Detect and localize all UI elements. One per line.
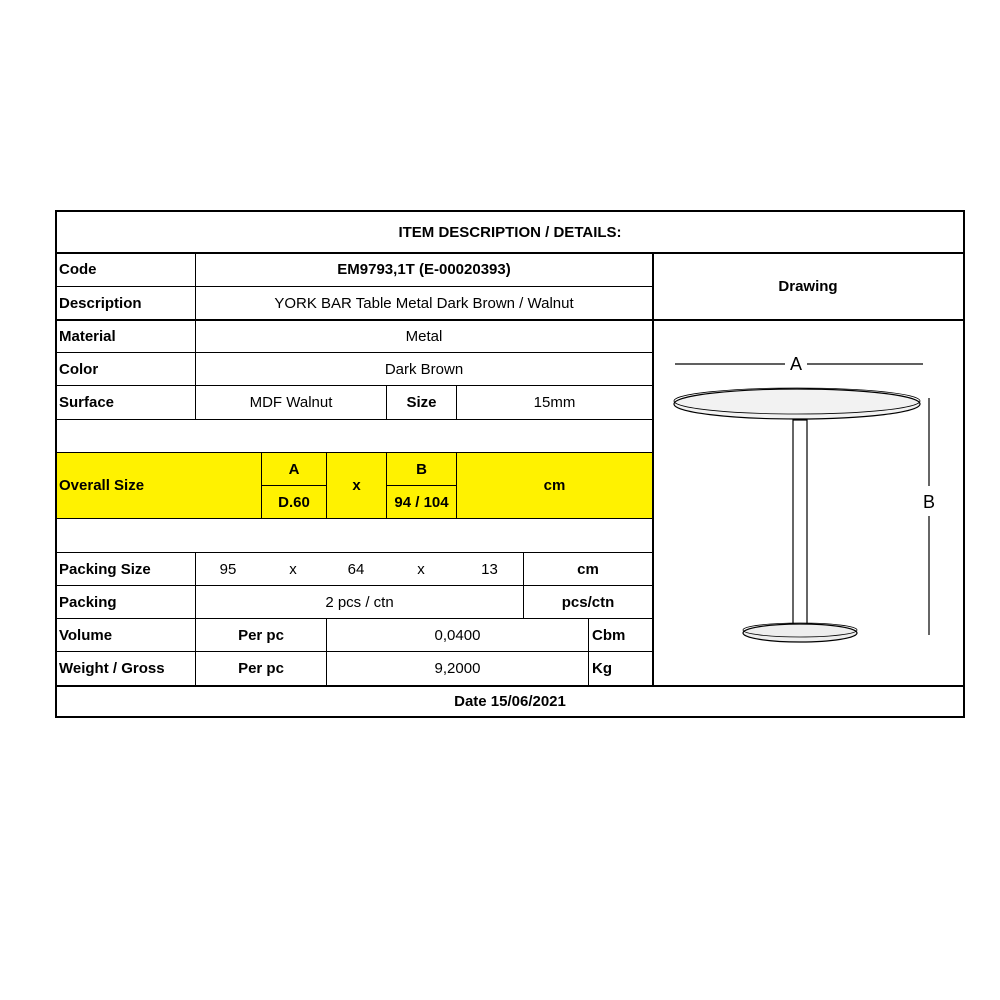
packing-size-d1: 95 bbox=[219, 560, 237, 578]
volume-unit: Cbm bbox=[592, 626, 626, 644]
code-label: Code bbox=[59, 261, 97, 278]
packing-size-x1: x bbox=[289, 560, 297, 578]
surface-label: Surface bbox=[59, 394, 115, 411]
drawing-label: Drawing bbox=[778, 277, 838, 295]
table-base bbox=[743, 624, 857, 642]
volume-label: Volume bbox=[59, 626, 113, 644]
table-column bbox=[793, 420, 807, 633]
overall-size-label: Overall Size bbox=[59, 477, 145, 494]
description-label: Description bbox=[59, 295, 142, 312]
packing-size-d3: 13 bbox=[481, 560, 498, 578]
dimension-b-label: B bbox=[922, 492, 936, 512]
material-label: Material bbox=[59, 327, 116, 345]
overall-a-value: D.60 bbox=[278, 493, 310, 511]
color-label: Color bbox=[59, 360, 99, 378]
weight-per: Per pc bbox=[238, 660, 284, 677]
volume-value: 0,0400 bbox=[434, 626, 481, 644]
color-value: Dark Brown bbox=[384, 360, 464, 378]
overall-unit: cm bbox=[543, 477, 566, 494]
table-drawing bbox=[653, 320, 963, 686]
sheet-title: ITEM DESCRIPTION / DETAILS: bbox=[398, 223, 622, 241]
packing-size-unit: cm bbox=[577, 560, 599, 578]
description-value: YORK BAR Table Metal Dark Brown / Walnut bbox=[274, 294, 574, 312]
overall-a-label: A bbox=[288, 460, 300, 478]
size-value: 15mm bbox=[533, 394, 576, 411]
weight-unit: Kg bbox=[592, 660, 612, 677]
packing-size-x2: x bbox=[417, 560, 425, 578]
code-value: EM9793,1T (E-00020393) bbox=[337, 261, 511, 278]
dimension-a-label: A bbox=[789, 354, 803, 374]
footer-date: Date 15/06/2021 bbox=[454, 692, 566, 710]
weight-value: 9,2000 bbox=[434, 660, 481, 677]
volume-per: Per pc bbox=[238, 626, 284, 644]
overall-x: x bbox=[352, 477, 361, 494]
packing-value: 2 pcs / ctn bbox=[325, 593, 394, 611]
packing-label: Packing bbox=[59, 593, 117, 611]
tabletop bbox=[674, 389, 920, 419]
packing-size-label: Packing Size bbox=[59, 560, 151, 578]
material-value: Metal bbox=[405, 327, 443, 345]
overall-b-label: B bbox=[416, 460, 427, 478]
packing-unit: pcs/ctn bbox=[561, 593, 615, 611]
size-label: Size bbox=[406, 394, 437, 411]
packing-size-d2: 64 bbox=[347, 560, 365, 578]
weight-label: Weight / Gross bbox=[59, 660, 165, 677]
overall-b-value: 94 / 104 bbox=[394, 493, 449, 511]
surface-value: MDF Walnut bbox=[249, 394, 333, 411]
